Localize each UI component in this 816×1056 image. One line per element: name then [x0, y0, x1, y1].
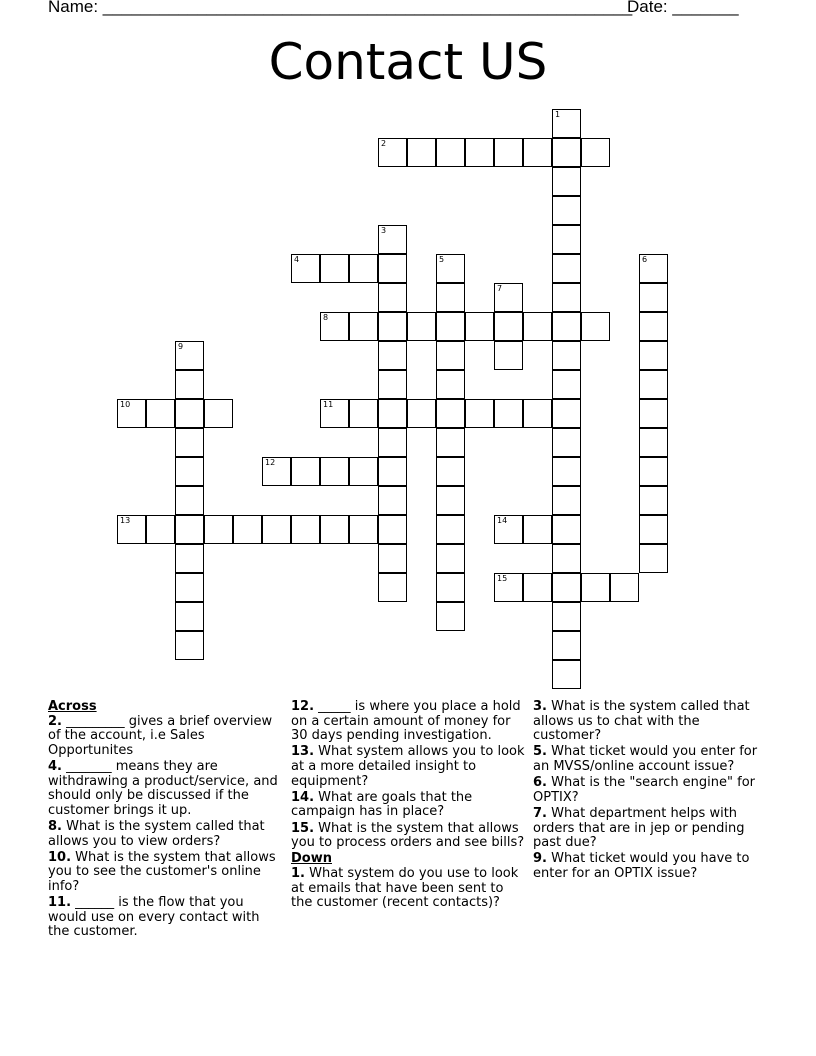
crossword-cell[interactable] [291, 254, 320, 283]
crossword-cell[interactable] [581, 138, 610, 167]
crossword-cell[interactable] [523, 399, 552, 428]
clue-across-12: 12. _____ is where you place a hold on a certain amount of money for 30 days pending investigation. [291, 699, 521, 744]
crossword-cell[interactable] [639, 486, 668, 515]
cell-number: 6 [642, 255, 648, 264]
crossword-cell[interactable] [320, 254, 349, 283]
crossword-cell[interactable] [552, 225, 581, 254]
clue-across-13: 13. What system allows you to look at a more detailed insight to equipment? [291, 744, 525, 789]
crossword-cell[interactable] [175, 457, 204, 486]
date-field-label: Date: _______ [627, 0, 739, 16]
crossword-cell[interactable] [175, 341, 204, 370]
crossword-cell[interactable] [378, 515, 407, 544]
clue-down-3: 3. What is the system called that allows us to chat with the customer? [533, 699, 750, 744]
crossword-cell[interactable] [378, 399, 407, 428]
crossword-cell[interactable] [552, 283, 581, 312]
crossword-cell[interactable] [552, 573, 581, 602]
crossword-cell[interactable] [581, 573, 610, 602]
crossword-cell[interactable] [552, 660, 581, 689]
crossword-cell[interactable] [552, 631, 581, 660]
crossword-cell[interactable] [494, 515, 523, 544]
crossword-cell[interactable] [378, 225, 407, 254]
crossword-cell[interactable] [349, 254, 378, 283]
cell-number: 14 [497, 516, 508, 525]
cell-number: 15 [497, 574, 508, 583]
crossword-cell[interactable] [552, 109, 581, 138]
crossword-cell[interactable] [204, 399, 233, 428]
crossword-cell[interactable] [552, 370, 581, 399]
clue-across-4: 4. _______ means they are withdrawing a product/service, and should only be discussed if the customer brings it up. [48, 758, 278, 818]
crossword-cell[interactable] [639, 370, 668, 399]
cell-number: 5 [439, 255, 445, 264]
crossword-cell[interactable] [175, 602, 204, 631]
crossword-cell[interactable] [436, 486, 465, 515]
crossword-cell[interactable] [117, 515, 146, 544]
down-heading: Down [291, 851, 332, 867]
crossword-cell[interactable] [349, 515, 378, 544]
crossword-cell[interactable] [436, 573, 465, 602]
crossword-cell[interactable] [349, 457, 378, 486]
cell-number: 11 [323, 400, 334, 409]
crossword-cell[interactable] [436, 254, 465, 283]
crossword-cell[interactable] [175, 515, 204, 544]
crossword-cell[interactable] [581, 312, 610, 341]
crossword-cell[interactable] [639, 457, 668, 486]
crossword-cell[interactable] [523, 138, 552, 167]
crossword-cell[interactable] [378, 341, 407, 370]
crossword-cell[interactable] [378, 138, 407, 167]
crossword-cell[interactable] [146, 515, 175, 544]
crossword-cell[interactable] [552, 457, 581, 486]
crossword-cell[interactable] [378, 457, 407, 486]
crossword-cell[interactable] [175, 544, 204, 573]
crossword-cell[interactable] [378, 254, 407, 283]
crossword-cell[interactable] [204, 515, 233, 544]
crossword-cell[interactable] [320, 399, 349, 428]
clue-down-6: 6. What is the "search engine" for OPTIX? [533, 775, 756, 805]
crossword-cell[interactable] [378, 486, 407, 515]
cell-number: 10 [120, 400, 131, 409]
crossword-cell[interactable] [436, 138, 465, 167]
crossword-cell[interactable] [552, 486, 581, 515]
crossword-cell[interactable] [436, 602, 465, 631]
crossword-cell[interactable] [407, 312, 436, 341]
crossword-cell[interactable] [175, 631, 204, 660]
crossword-cell[interactable] [436, 370, 465, 399]
crossword-cell[interactable] [639, 544, 668, 573]
page-title: Contact US [268, 33, 548, 91]
crossword-cell[interactable] [639, 515, 668, 544]
crossword-cell[interactable] [552, 602, 581, 631]
crossword-cell[interactable] [378, 428, 407, 457]
crossword-cell[interactable] [291, 515, 320, 544]
crossword-cell[interactable] [494, 283, 523, 312]
crossword-cell[interactable] [523, 312, 552, 341]
crossword-cell[interactable] [610, 573, 639, 602]
crossword-cell[interactable] [552, 515, 581, 544]
crossword-cell[interactable] [320, 457, 349, 486]
crossword-cell[interactable] [552, 544, 581, 573]
clue-across-8: 8. What is the system called that allows you to view orders? [48, 818, 265, 849]
clue-column-3 [533, 700, 769, 883]
cell-number: 8 [323, 313, 329, 322]
crossword-cell[interactable] [465, 399, 494, 428]
crossword-cell[interactable] [436, 457, 465, 486]
crossword-cell[interactable] [639, 399, 668, 428]
crossword-cell[interactable] [117, 399, 146, 428]
clue-down-5: 5. What ticket would you enter for an MVSS/online account issue? [533, 744, 758, 774]
cell-number: 3 [381, 226, 387, 235]
clue-across-15: 15. What is the system that allows you to process orders and see bills? [291, 820, 525, 851]
crossword-cell[interactable] [320, 515, 349, 544]
crossword-cell[interactable] [378, 573, 407, 602]
crossword-cell[interactable] [639, 283, 668, 312]
crossword-cell[interactable] [465, 312, 494, 341]
crossword-cell[interactable] [233, 515, 262, 544]
crossword-cell[interactable] [175, 370, 204, 399]
crossword-cell[interactable] [494, 341, 523, 370]
crossword-cell[interactable] [494, 138, 523, 167]
crossword-cell[interactable] [494, 312, 523, 341]
cell-number: 2 [381, 139, 387, 148]
crossword-cell[interactable] [436, 544, 465, 573]
crossword-cell[interactable] [262, 515, 291, 544]
cell-number: 7 [497, 284, 503, 293]
crossword-cell[interactable] [175, 573, 204, 602]
clue-across-2: 2. _________ gives a brief overview of the account, i.e Sales Opportunites [48, 713, 273, 758]
crossword-cell[interactable] [320, 312, 349, 341]
cell-number: 9 [178, 342, 184, 351]
crossword-cell[interactable] [552, 341, 581, 370]
crossword-cell[interactable] [378, 370, 407, 399]
crossword-cell[interactable] [552, 138, 581, 167]
crossword-cell[interactable] [494, 399, 523, 428]
crossword-cell[interactable] [291, 457, 320, 486]
cell-number: 13 [120, 516, 131, 525]
crossword-cell[interactable] [639, 254, 668, 283]
cell-number: 1 [555, 110, 561, 119]
crossword-cell[interactable] [436, 428, 465, 457]
crossword-cell[interactable] [639, 428, 668, 457]
crossword-cell[interactable] [407, 138, 436, 167]
crossword-cell[interactable] [552, 428, 581, 457]
crossword-cell[interactable] [552, 167, 581, 196]
crossword-cell[interactable] [552, 312, 581, 341]
crossword-cell[interactable] [175, 486, 204, 515]
crossword-cell[interactable] [349, 399, 378, 428]
crossword-cell[interactable] [378, 544, 407, 573]
cell-number: 12 [265, 458, 276, 467]
crossword-cell[interactable] [523, 573, 552, 602]
crossword-cell[interactable] [436, 515, 465, 544]
crossword-cell[interactable] [175, 428, 204, 457]
crossword-cell[interactable] [175, 399, 204, 428]
crossword-cell[interactable] [639, 341, 668, 370]
clue-down-7: 7. What department helps with orders that are in jep or pending past due? [533, 805, 745, 851]
crossword-cell[interactable] [262, 457, 291, 486]
clue-column-1 [48, 700, 280, 941]
crossword-cell[interactable] [146, 399, 175, 428]
across-heading: Across [48, 699, 97, 714]
clue-down-9: 9. What ticket would you have to enter for an OPTIX issue? [533, 851, 750, 881]
clue-across-14: 14. What are goals that the campaign has in place? [291, 789, 473, 820]
crossword-cell[interactable] [378, 312, 407, 341]
crossword-cell[interactable] [552, 196, 581, 225]
clue-down-1: 1. What system do you use to look at emails that have been sent to the customer (recent contacts)? [291, 865, 519, 911]
crossword-cell[interactable] [523, 515, 552, 544]
clue-across-10: 10. What is the system that allows you to see the customer's online info? [48, 849, 276, 894]
crossword-cell[interactable] [436, 341, 465, 370]
cell-number: 4 [294, 255, 300, 264]
crossword-cell[interactable] [494, 573, 523, 602]
crossword-cell[interactable] [639, 312, 668, 341]
crossword-cell[interactable] [436, 283, 465, 312]
crossword-cell[interactable] [465, 138, 494, 167]
clue-across-11: 11. ______ is the flow that you would use on every contact with the customer. [48, 895, 260, 940]
crossword-cell[interactable] [378, 283, 407, 312]
crossword-cell[interactable] [349, 312, 378, 341]
crossword-cell[interactable] [552, 399, 581, 428]
crossword-cell[interactable] [407, 399, 436, 428]
crossword-cell[interactable] [552, 254, 581, 283]
crossword-cell[interactable] [436, 312, 465, 341]
crossword-cell[interactable] [436, 399, 465, 428]
clue-column-2 [291, 700, 527, 912]
name-field-label: Name: ________________________________________________________ [48, 0, 633, 16]
